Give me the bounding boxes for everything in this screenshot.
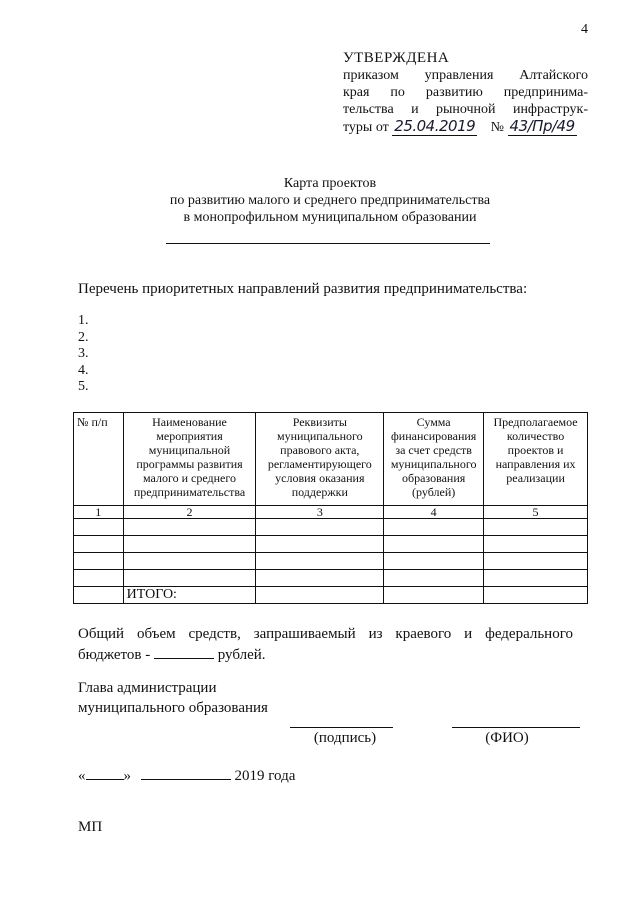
- head-title: [78, 678, 268, 718]
- approval-line: тельства и рыночной инфраструк-: [343, 102, 588, 117]
- total-sum-paragraph: [78, 624, 573, 665]
- priorities-heading: Перечень приоритетных направлений развития предпринимательства:: [78, 281, 528, 297]
- name-caption: (ФИО): [485, 730, 529, 746]
- table-row: [74, 570, 588, 587]
- page-number: 4: [581, 22, 588, 37]
- name-line: [452, 727, 580, 728]
- total-sum-unit: рублей.: [217, 647, 266, 663]
- column-number: 5: [484, 506, 588, 519]
- municipality-blank-line: [166, 243, 490, 244]
- column-number: 2: [123, 506, 256, 519]
- total-label: ИТОГО:: [123, 587, 256, 604]
- approval-number: 43/Пр/49: [509, 117, 575, 135]
- amount-blank: [154, 644, 214, 659]
- title-line-1: Карта проектов: [283, 176, 377, 191]
- table-number-row: [74, 506, 588, 519]
- total-sum-text: Общий объем средств, запрашиваемый из краевого и федерального бюджетов -: [78, 626, 573, 663]
- list-item: 1.: [78, 313, 89, 328]
- title-line-3: в монопрофильном муниципальном образовании: [183, 210, 477, 225]
- header-cell-legal-act: Реквизиты муниципального правового акта, регламентирующего условия оказания поддержки: [256, 413, 384, 506]
- priorities-list: [78, 313, 89, 396]
- approval-number-label: №: [490, 120, 505, 135]
- approval-heading: УТВЕРЖДЕНА: [343, 50, 450, 66]
- date-close-quote: »: [123, 768, 131, 784]
- month-blank: [141, 765, 231, 780]
- header-cell-number: № п/п: [74, 413, 124, 506]
- signature-caption: (подпись): [313, 730, 377, 746]
- table-row: [74, 553, 588, 570]
- header-cell-event: Наименование мероприятия муниципальной программы развития малого и среднего предпринимательства: [123, 413, 256, 506]
- date-line: [78, 765, 295, 785]
- column-number: 4: [384, 506, 484, 519]
- projects-table: [73, 412, 588, 604]
- stamp-label: МП: [78, 819, 103, 835]
- date-year: 2019 года: [234, 768, 296, 784]
- date-open-quote: «: [78, 768, 86, 784]
- table-header-row: [74, 413, 588, 506]
- approval-block: [343, 50, 588, 136]
- header-cell-projects: Предполагаемое количество проектов и направления их реализации: [484, 413, 588, 506]
- head-title-line-1: Глава администрации: [78, 680, 217, 696]
- approval-line: края по развитию предпринима-: [343, 85, 588, 100]
- title-line-2: по развитию малого и среднего предпринимательства: [169, 193, 491, 208]
- approval-date: 25.04.2019: [394, 117, 476, 135]
- header-cell-funding: Сумма финансирования за счет средств муниципального образования (рублей): [384, 413, 484, 506]
- column-number: 1: [74, 506, 124, 519]
- list-item: 2.: [78, 329, 89, 345]
- list-item: 5.: [78, 379, 89, 394]
- day-blank: [86, 765, 124, 780]
- table-total-row: [74, 587, 588, 604]
- list-item: 3.: [78, 346, 89, 361]
- table-row: [74, 536, 588, 553]
- approval-line: приказом управления Алтайского: [343, 68, 588, 83]
- signature-line: [290, 727, 393, 728]
- list-item: 4.: [78, 362, 89, 378]
- table-row: [74, 519, 588, 536]
- column-number: 3: [256, 506, 384, 519]
- approval-last-line: [343, 118, 588, 136]
- approval-date-prefix: туры от: [343, 120, 389, 135]
- document-title: [100, 175, 560, 226]
- head-title-line-2: муниципального образования: [78, 700, 268, 716]
